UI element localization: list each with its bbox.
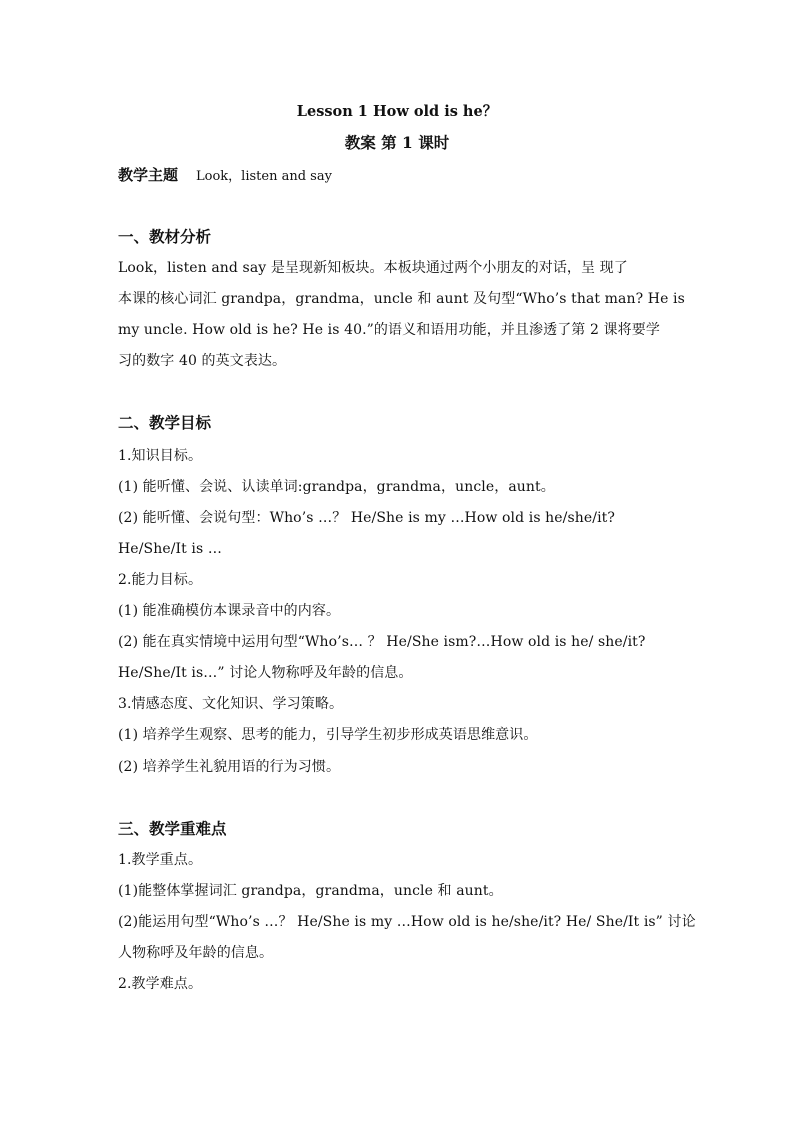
list-item: (2) 能听懂、会说句型：Who’s …？ He/She is my …How old is he/she/it? — [118, 510, 615, 526]
list-item: 1.教学重点。 — [118, 852, 203, 868]
list-item: (1) 能听懂、会说、认读单词:grandpa，grandma，uncle，aunt。 — [118, 479, 555, 495]
list-item: 人物称呼及年龄的信息。 — [118, 945, 274, 961]
section-heading-objectives: 二、教学目标 — [118, 413, 212, 432]
list-item: (2) 培养学生礼貌用语的行为习惯。 — [118, 759, 341, 775]
list-item: (2)能运用句型“Who’s …？ He/She is my …How old is he/she/it? He/ She/It is” 讨论 — [118, 914, 696, 930]
teaching-theme — [118, 165, 332, 187]
section-heading-key-points: 三、教学重难点 — [118, 819, 227, 838]
list-item: (2) 能在真实情境中运用句型“Who’s… ？ He/She ism?…How old is he/ she/it? — [118, 634, 646, 650]
list-item: (1)能整体掌握词汇 grandpa，grandma，uncle 和 aunt。 — [118, 883, 503, 899]
paragraph-line: my uncle. How old is he? He is 40.”的语义和语用功能，并且渗透了第 2 课将要学 — [118, 322, 660, 338]
document-title: Lesson 1 How old is he？ — [296, 103, 498, 120]
list-item: He/She/It is…” 讨论人物称呼及年龄的信息。 — [118, 665, 413, 681]
list-item: He/She/It is … — [118, 541, 222, 557]
list-item: 2.能力目标。 — [118, 572, 203, 588]
list-item: (1) 培养学生观察、思考的能力，引导学生初步形成英语思维意识。 — [118, 727, 538, 743]
section-heading-analysis: 一、教材分析 — [118, 227, 212, 246]
paragraph-line: 习的数字 40 的英文表达。 — [118, 353, 287, 369]
list-item: (1) 能准确模仿本课录音中的内容。 — [118, 603, 341, 619]
paragraph-line: 本课的核心词汇 grandpa，grandma，uncle 和 aunt 及句型“Who’s that man? He is — [118, 291, 685, 307]
list-item: 3.情感态度、文化知识、学习策略。 — [118, 696, 344, 712]
list-item: 2.教学难点。 — [118, 976, 203, 992]
paragraph-line: Look，listen and say 是呈现新知板块。本板块通过两个小朋友的对话，呈 现了 — [118, 260, 628, 276]
teaching-theme-label: 教学主题 — [118, 166, 179, 184]
document-subtitle: 教案 第 1 课时 — [344, 133, 450, 152]
teaching-theme-value: Look，listen and say — [196, 169, 332, 184]
list-item: 1.知识目标。 — [118, 448, 203, 464]
